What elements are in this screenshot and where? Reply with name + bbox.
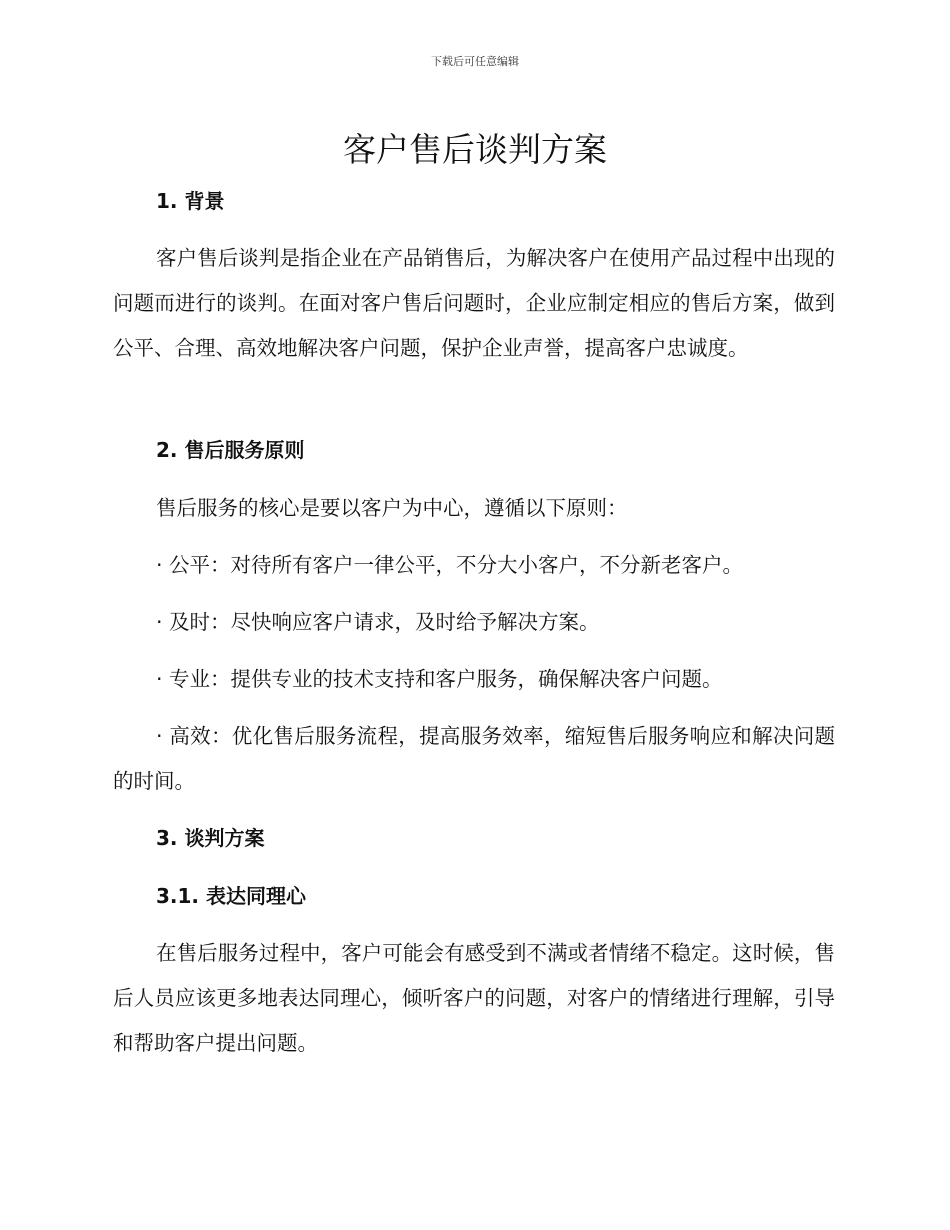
principle-item-timely: · 及时：尽快响应客户请求，及时给予解决方案。: [156, 610, 600, 634]
section-heading-background: 1. 背景: [156, 189, 225, 213]
document-title: 客户售后谈判方案: [343, 130, 607, 169]
subsection-heading-empathy: 3.1. 表达同理心: [156, 884, 306, 908]
section-heading-negotiation-plan: 3. 谈判方案: [156, 826, 265, 850]
principle-item-fair: · 公平：对待所有客户一律公平，不分大小客户，不分新老客户。: [156, 553, 744, 577]
section-heading-principles: 2. 售后服务原则: [156, 438, 305, 462]
empathy-paragraph: 在售后服务过程中，客户可能会有感受到不满或者情绪不稳定。这时候，售后人员应该更多地表达同理心，倾听客户的问题，对客户的情绪进行理解，引导和帮助客户提出问题。: [113, 941, 835, 1055]
background-paragraph: 客户售后谈判是指企业在产品销售后，为解决客户在使用产品过程中出现的问题而进行的谈判。在面对客户售后问题时，企业应制定相应的售后方案，做到公平、合理、高效地解决客户问题，保护企业声誉，提高客户忠诚度。: [113, 246, 835, 360]
header-note: 下载后可任意编辑: [431, 55, 519, 68]
principles-intro: 售后服务的核心是要以客户为中心，遵循以下原则：: [156, 496, 628, 520]
principle-item-professional: · 专业：提供专业的技术支持和客户服务，确保解决客户问题。: [156, 667, 723, 691]
principle-item-efficient: · 高效：优化售后服务流程，提高服务效率，缩短售后服务响应和解决问题的时间。: [113, 724, 835, 793]
